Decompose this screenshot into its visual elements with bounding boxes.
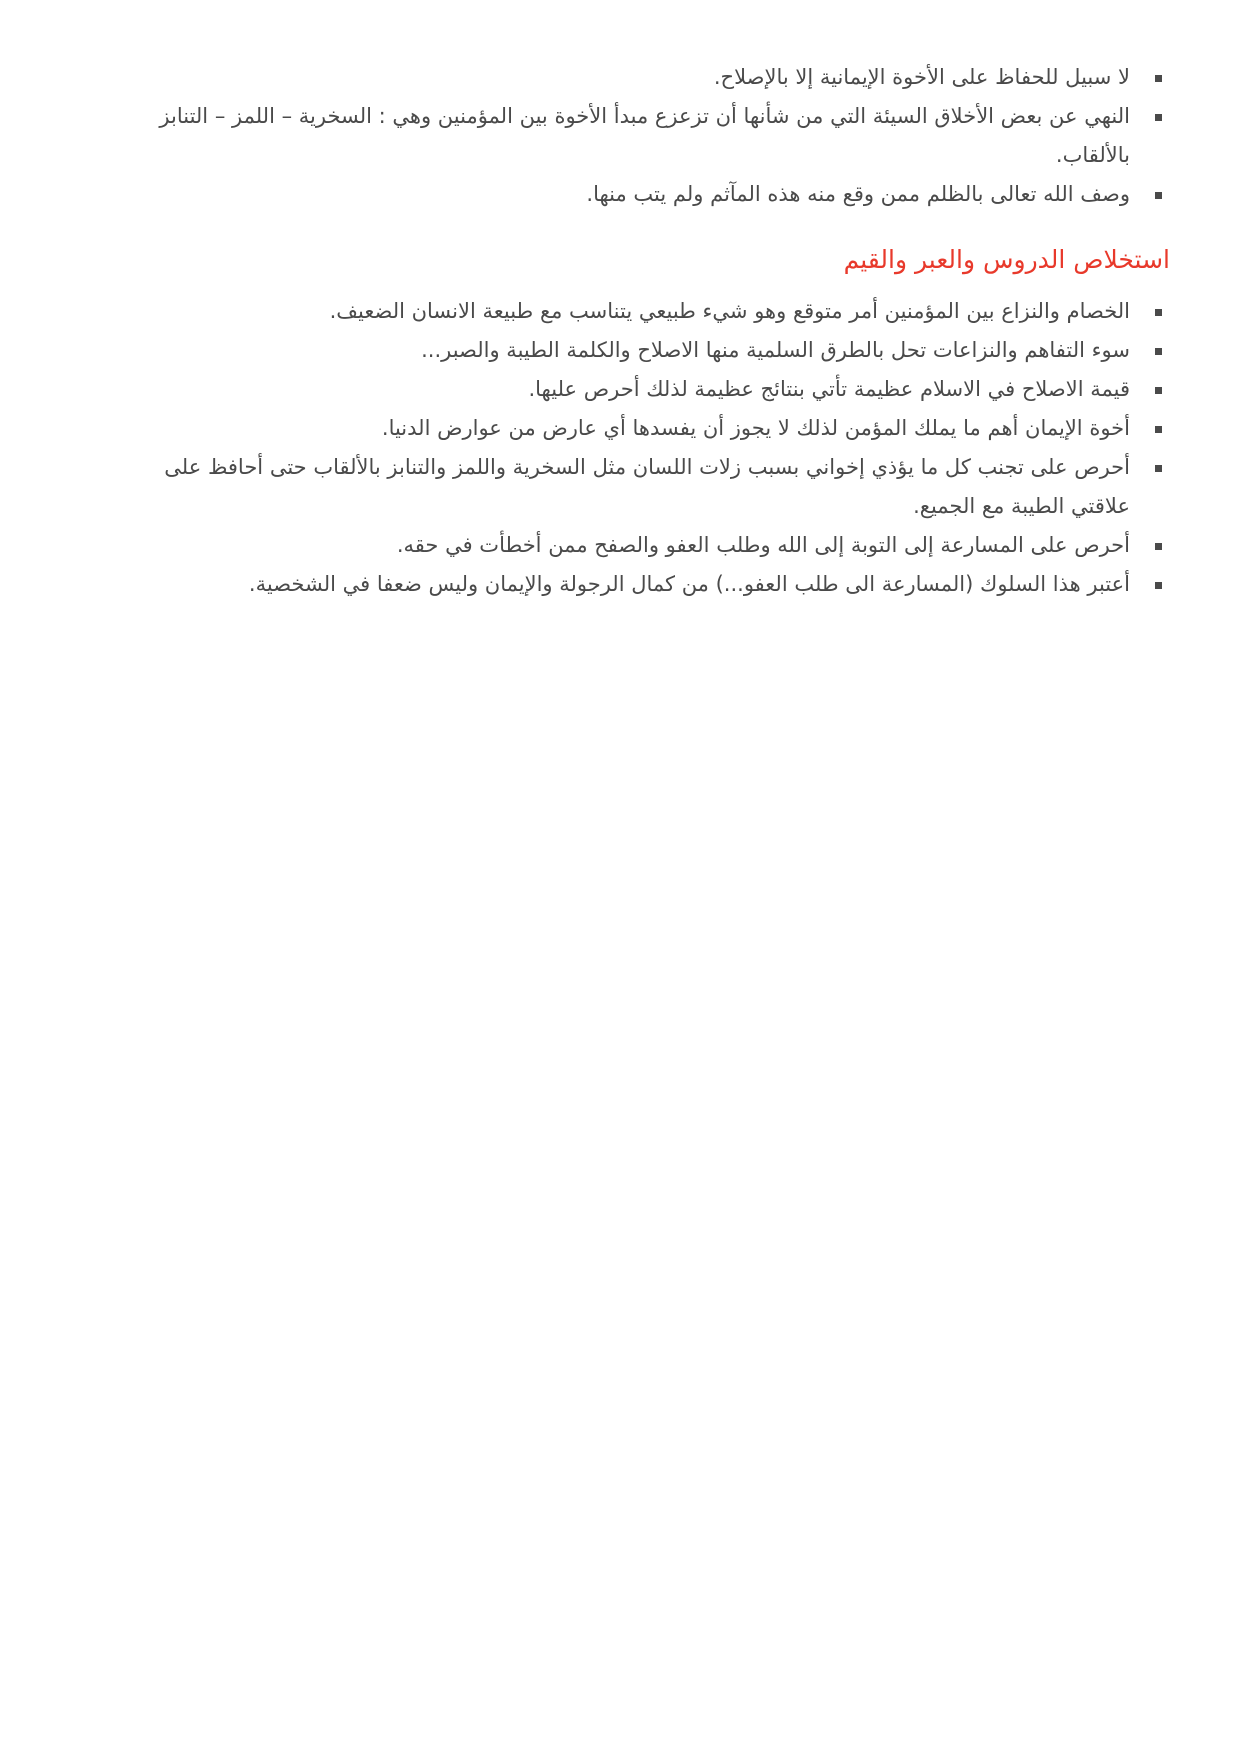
square-bullet-icon bbox=[1155, 75, 1162, 82]
list-item bbox=[100, 331, 1170, 370]
square-bullet-icon bbox=[1155, 582, 1162, 589]
list-item-text: لا سبيل للحفاظ على الأخوة الإيمانية إلا بالإصلاح. bbox=[713, 65, 1130, 89]
square-bullet-icon bbox=[1155, 426, 1162, 433]
square-bullet-icon bbox=[1155, 543, 1162, 550]
intro-bullet-list bbox=[100, 58, 1170, 214]
list-item bbox=[100, 448, 1170, 526]
list-item-text: أحرص على المسارعة إلى التوبة إلى الله وطلب العفو والصفح ممن أخطأت في حقه. bbox=[396, 533, 1130, 557]
list-item bbox=[100, 565, 1170, 604]
list-item-text: أحرص على تجنب كل ما يؤذي إخواني بسبب زلات اللسان مثل السخرية واللمز والتنابز بالألقاب حتى أحافظ على علاقتي الطيبة مع الجميع. bbox=[164, 455, 1130, 518]
list-item bbox=[100, 175, 1170, 214]
square-bullet-icon bbox=[1155, 192, 1162, 199]
list-item-text: قيمة الاصلاح في الاسلام عظيمة تأتي بنتائج عظيمة لذلك أحرص عليها. bbox=[528, 377, 1130, 401]
list-item bbox=[100, 97, 1170, 175]
list-item-text: سوء التفاهم والنزاعات تحل بالطرق السلمية منها الاصلاح والكلمة الطيبة والصبر... bbox=[421, 338, 1130, 362]
list-item-text: أعتبر هذا السلوك (المسارعة الى طلب العفو...) من كمال الرجولة والإيمان وليس ضعفا في الشخصية. bbox=[248, 572, 1130, 596]
list-item bbox=[100, 370, 1170, 409]
list-item-text: الخصام والنزاع بين المؤمنين أمر متوقع وهو شيء طبيعي يتناسب مع طبيعة الانسان الضعيف. bbox=[329, 299, 1130, 323]
square-bullet-icon bbox=[1155, 348, 1162, 355]
square-bullet-icon bbox=[1155, 309, 1162, 316]
square-bullet-icon bbox=[1155, 114, 1162, 121]
list-item-text: وصف الله تعالى بالظلم ممن وقع منه هذه المآثم ولم يتب منها. bbox=[586, 182, 1130, 206]
lessons-bullet-list bbox=[100, 292, 1170, 604]
list-item-text: أخوة الإيمان أهم ما يملك المؤمن لذلك لا يجوز أن يفسدها أي عارض من عوارض الدنيا. bbox=[381, 416, 1130, 440]
list-item bbox=[100, 292, 1170, 331]
section-heading: استخلاص الدروس والعبر والقيم bbox=[843, 245, 1170, 274]
square-bullet-icon bbox=[1155, 387, 1162, 394]
list-item bbox=[100, 58, 1170, 97]
list-item bbox=[100, 526, 1170, 565]
list-item bbox=[100, 409, 1170, 448]
document-page bbox=[100, 58, 1170, 604]
list-item-text: النهي عن بعض الأخلاق السيئة التي من شأنها أن تزعزع مبدأ الأخوة بين المؤمنين وهي : السخرية – اللمز – التنابز بالألقاب. bbox=[159, 104, 1130, 167]
square-bullet-icon bbox=[1155, 465, 1162, 472]
